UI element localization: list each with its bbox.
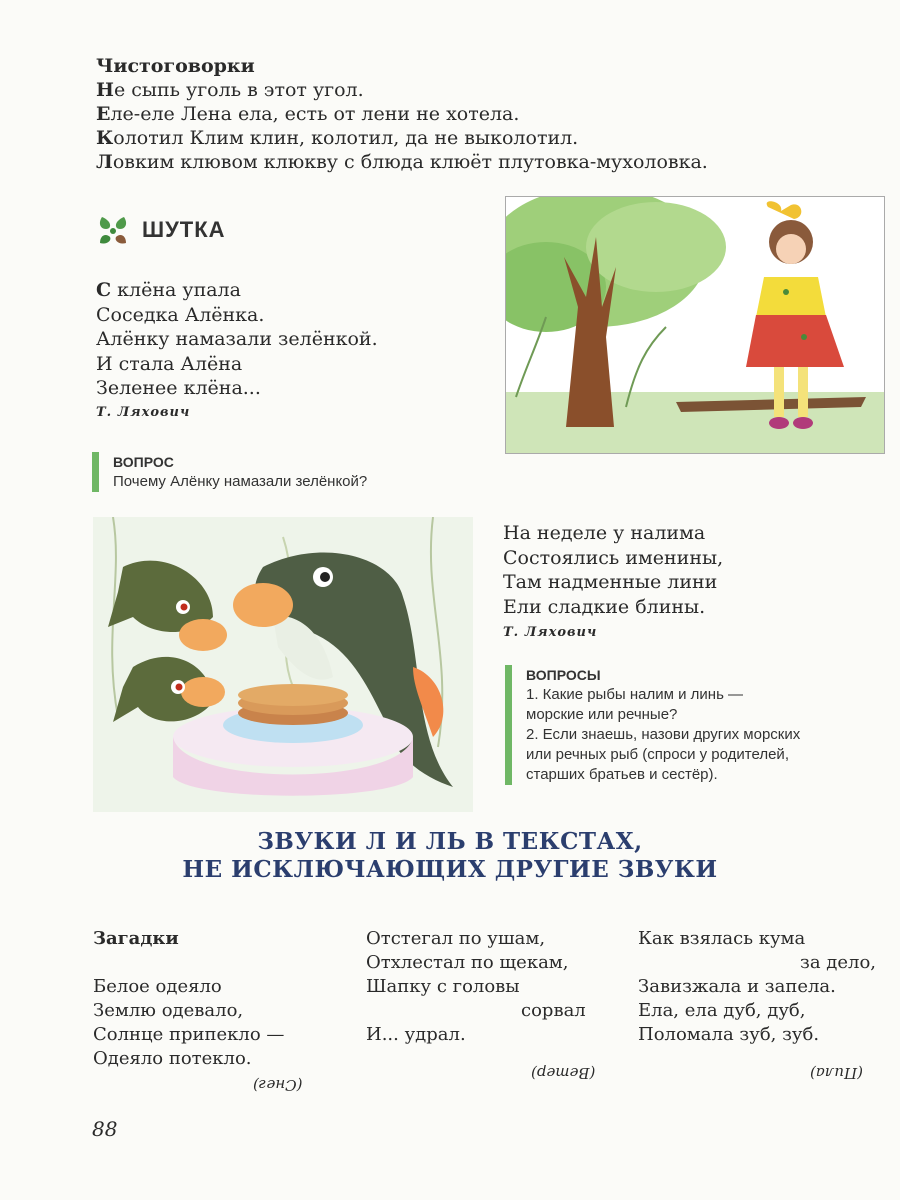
poem-line: Состоялись именины, xyxy=(503,546,724,569)
poem-line: Алёнку намазали зелёнкой. xyxy=(96,328,378,350)
question-line: или речных рыб (спроси у родителей, xyxy=(526,746,789,763)
riddle-line: Землю одевало, xyxy=(93,1000,244,1021)
riddle-line: за дело, xyxy=(800,952,876,973)
page-number: 88 xyxy=(92,1117,118,1141)
poem-author: Т. Ляхович xyxy=(503,625,598,640)
riddle-line: Как взялась кума xyxy=(638,928,806,949)
tongue-twister-line: Не сыпь уголь в этот угол. xyxy=(96,79,364,101)
joke-poem xyxy=(96,278,378,420)
questions-box xyxy=(505,665,900,785)
question-line: 2. Если знаешь, назови других морских xyxy=(526,726,801,743)
riddle-line: Завизжала и запела. xyxy=(638,976,836,997)
question-line: 1. Какие рыбы налим и линь — xyxy=(526,686,744,703)
tongue-twister-line: Ловким клювом клюкву с блюда клюёт плутовка-мухоловка. xyxy=(96,151,708,173)
poem-author: Т. Ляхович xyxy=(96,404,191,420)
riddle-line: Ела, ела дуб, дуб, xyxy=(638,1000,806,1021)
poem-line: Соседка Алёнка. xyxy=(96,303,265,326)
question-line: старших братьев и сестёр). xyxy=(526,766,718,783)
riddle-line: Отхлестал по щекам, xyxy=(366,952,569,973)
joke-title: ШУТКА xyxy=(142,217,226,242)
illustration-fish-party xyxy=(93,517,473,812)
fish-party-image xyxy=(93,517,473,812)
question-text: Почему Алёнку намазали зелёнкой? xyxy=(113,473,368,490)
illustration-girl-tree xyxy=(505,196,885,454)
poem-line: Ели сладкие блины. xyxy=(503,595,706,618)
poem-line: На неделе у налима xyxy=(503,522,706,544)
riddle-line: Одеяло потекло. xyxy=(93,1048,252,1069)
section-title xyxy=(0,828,900,884)
riddle-column-3 xyxy=(638,927,876,1085)
section-title-line1: ЗВУКИ Л И ЛЬ В ТЕКСТАХ, xyxy=(257,828,643,855)
riddle-answer: (Снег) xyxy=(253,1076,303,1094)
riddle-line: Поломала зуб, зуб. xyxy=(638,1024,820,1045)
girl-tree-image xyxy=(506,197,884,453)
tongue-twisters-heading: Чистоговорки xyxy=(96,55,255,77)
questions-heading: ВОПРОСЫ xyxy=(526,667,601,683)
poem-line: И стала Алёна xyxy=(96,352,243,375)
riddle-column-2 xyxy=(366,927,595,1085)
poem-line: Зеленее клёна... xyxy=(96,377,261,399)
riddle-line: Белое одеяло xyxy=(93,976,222,997)
joke-heading xyxy=(96,210,226,250)
riddles-heading: Загадки xyxy=(93,928,179,949)
poem-line: С клёна упала xyxy=(96,279,241,301)
riddle-column-1 xyxy=(93,927,303,1097)
riddle-line: И... удрал. xyxy=(366,1024,466,1045)
tongue-twister-line: Колотил Клим клин, колотил, да не выколотил. xyxy=(96,127,579,149)
poem-line: Там надменные лини xyxy=(503,571,718,593)
riddle-line: Шапку с головы xyxy=(366,976,520,997)
tongue-twisters-block xyxy=(96,54,708,174)
section-title-line2: НЕ ИСКЛЮЧАЮЩИХ ДРУГИЕ ЗВУКИ xyxy=(182,856,718,883)
riddle-line: сорвал xyxy=(521,1000,586,1021)
question-box xyxy=(92,452,367,492)
tongue-twister-line: Еле-еле Лена ела, есть от лени не хотела. xyxy=(96,103,520,125)
riddle-line: Отстегал по ушам, xyxy=(366,928,546,949)
fish-poem xyxy=(503,521,723,640)
riddle-answer: (Ветер) xyxy=(531,1064,596,1082)
leaf-icon xyxy=(96,213,130,247)
riddle-answer: (Пила) xyxy=(810,1064,863,1082)
question-line: морские или речные? xyxy=(526,706,678,723)
question-heading: ВОПРОС xyxy=(113,454,174,470)
riddle-line: Солнце припекло — xyxy=(93,1024,285,1045)
